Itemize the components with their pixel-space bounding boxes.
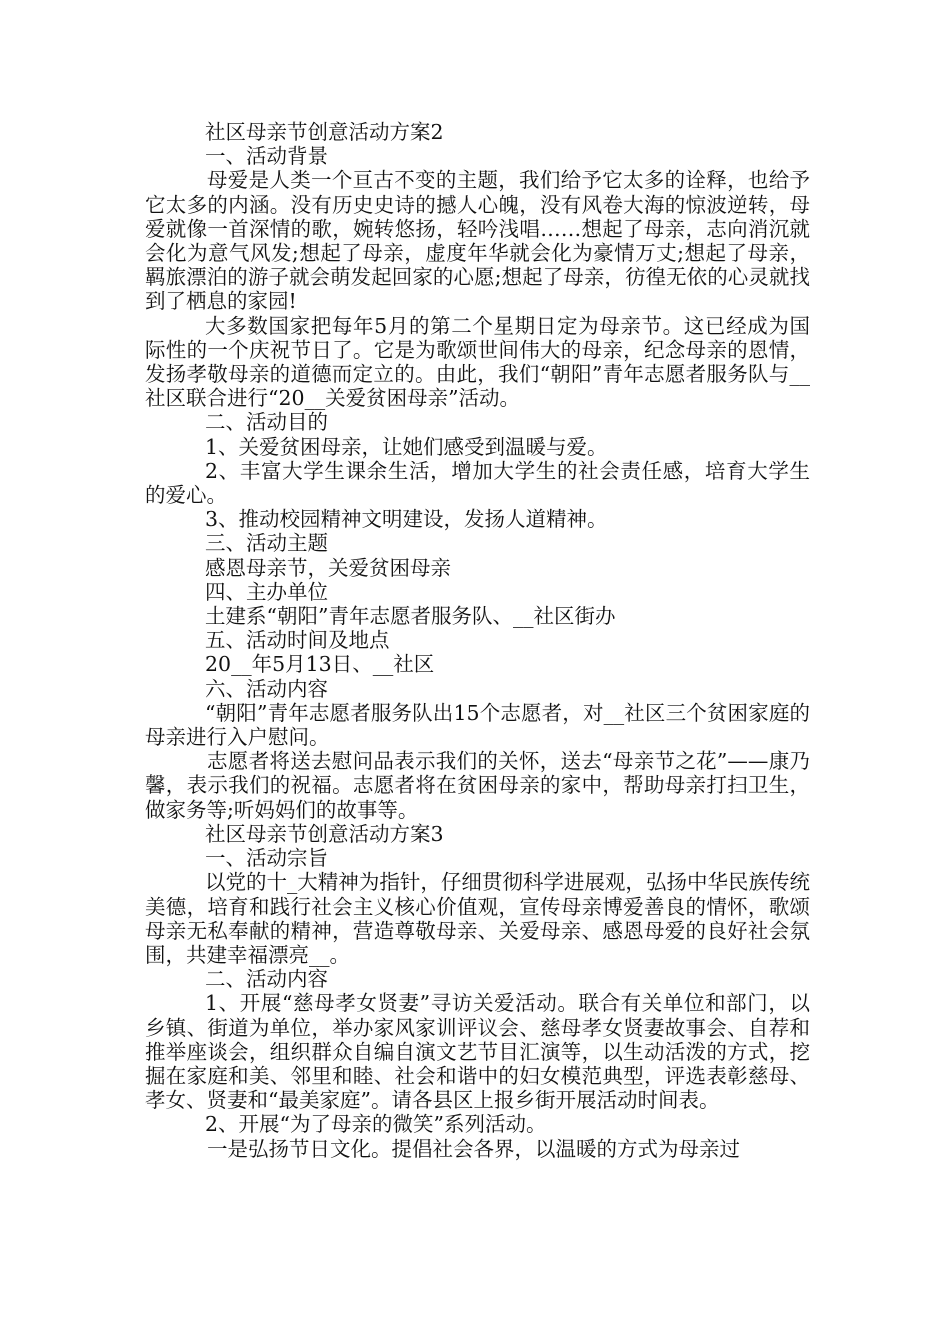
- section-title: 社区母亲节创意活动方案3: [205, 821, 444, 846]
- paragraph: 土建系“朝阳”青年志愿者服务队、__社区街办: [205, 604, 616, 629]
- heading-time-place: 五、活动时间及地点: [205, 628, 390, 653]
- heading-theme: 三、活动主题: [205, 531, 328, 556]
- heading-purpose: 一、活动宗旨: [205, 846, 328, 871]
- paragraph: 母爱是人类一个亘古不变的主题，我们给予它太多的诠释，也给予它太多的内涵。没有历史史诗的撼人心魄，没有风卷大海的惊波逆转，母爱就像一首深情的歌，婉转悠扬，轻吟浅唱……想起了母亲，志向消沉就会化为意气风发;想起了母亲，虚度年华就会化为豪情万丈;想起了母亲，羁旅漂泊的游子就会萌发起回家的心愿;想起了母亲，彷徨无依的心灵就找到了栖息的家园!: [145, 168, 810, 314]
- section-title: 社区母亲节创意活动方案2: [205, 120, 444, 144]
- heading-background: 一、活动背景: [205, 144, 328, 169]
- paragraph: 20__年5月13日、__社区: [205, 652, 435, 677]
- heading-content: 二、活动内容: [205, 967, 328, 992]
- paragraph: 感恩母亲节，关爱贫困母亲: [205, 555, 451, 580]
- paragraph: 以党的十_大精神为指针，仔细贯彻科学进展观，弘扬中华民族传统美德，培育和践行社会主义核心价值观，宣传母亲博爱善良的情怀，歌颂母亲无私奉献的精神，营造尊敬母亲、关爱母亲、感恩母爱的良好社会氛围，共建幸福漂亮__。: [145, 870, 810, 967]
- list-item: 1、开展“慈母孝女贤妻”寻访关爱活动。联合有关单位和部门，以乡镇、街道为单位，举办家风家训评议会、慈母孝女贤妻故事会、自荐和推举座谈会，组织群众自编自演文艺节目汇演等，以生动活泼的方式，挖掘在家庭和美、邻里和睦、社会和谐中的妇女模范典型，评选表彰慈母、孝女、贤妻和“最美家庭”。请各县区上报乡街开展活动时间表。: [145, 991, 810, 1113]
- heading-organizer: 四、主办单位: [205, 579, 328, 604]
- list-item: 1、关爱贫困母亲，让她们感受到温暖与爱。: [205, 434, 608, 459]
- document-page: [145, 120, 810, 1161]
- list-item: 3、推动校园精神文明建设，发扬人道精神。: [205, 507, 608, 532]
- heading-content: 六、活动内容: [205, 676, 328, 701]
- list-item: 2、丰富大学生课余生活，增加大学生的社会责任感，培育大学生的爱心。: [145, 458, 810, 508]
- paragraph: 志愿者将送去慰问品表示我们的关怀，送去“母亲节之花”——康乃馨，表示我们的祝福。志愿者将在贫困母亲的家中，帮助母亲打扫卫生，做家务等;听妈妈们的故事等。: [145, 749, 810, 822]
- heading-purpose: 二、活动目的: [205, 410, 328, 435]
- paragraph: “朝阳”青年志愿者服务队出15个志愿者，对__社区三个贫困家庭的母亲进行入户慰问。: [145, 700, 810, 750]
- list-item: 2、开展“为了母亲的微笑”系列活动。: [205, 1112, 547, 1137]
- paragraph: 大多数国家把每年5月的第二个星期日定为母亲节。这已经成为国际性的一个庆祝节日了。它是为歌颂世间伟大的母亲，纪念母亲的恩情，发扬孝敬母亲的道德而定立的。由此，我们“朝阳”青年志愿者服务队与__社区联合进行“20__关爱贫困母亲”活动。: [145, 313, 810, 411]
- paragraph: 一是弘扬节日文化。提倡社会各界，以温暖的方式为母亲过: [207, 1136, 740, 1161]
